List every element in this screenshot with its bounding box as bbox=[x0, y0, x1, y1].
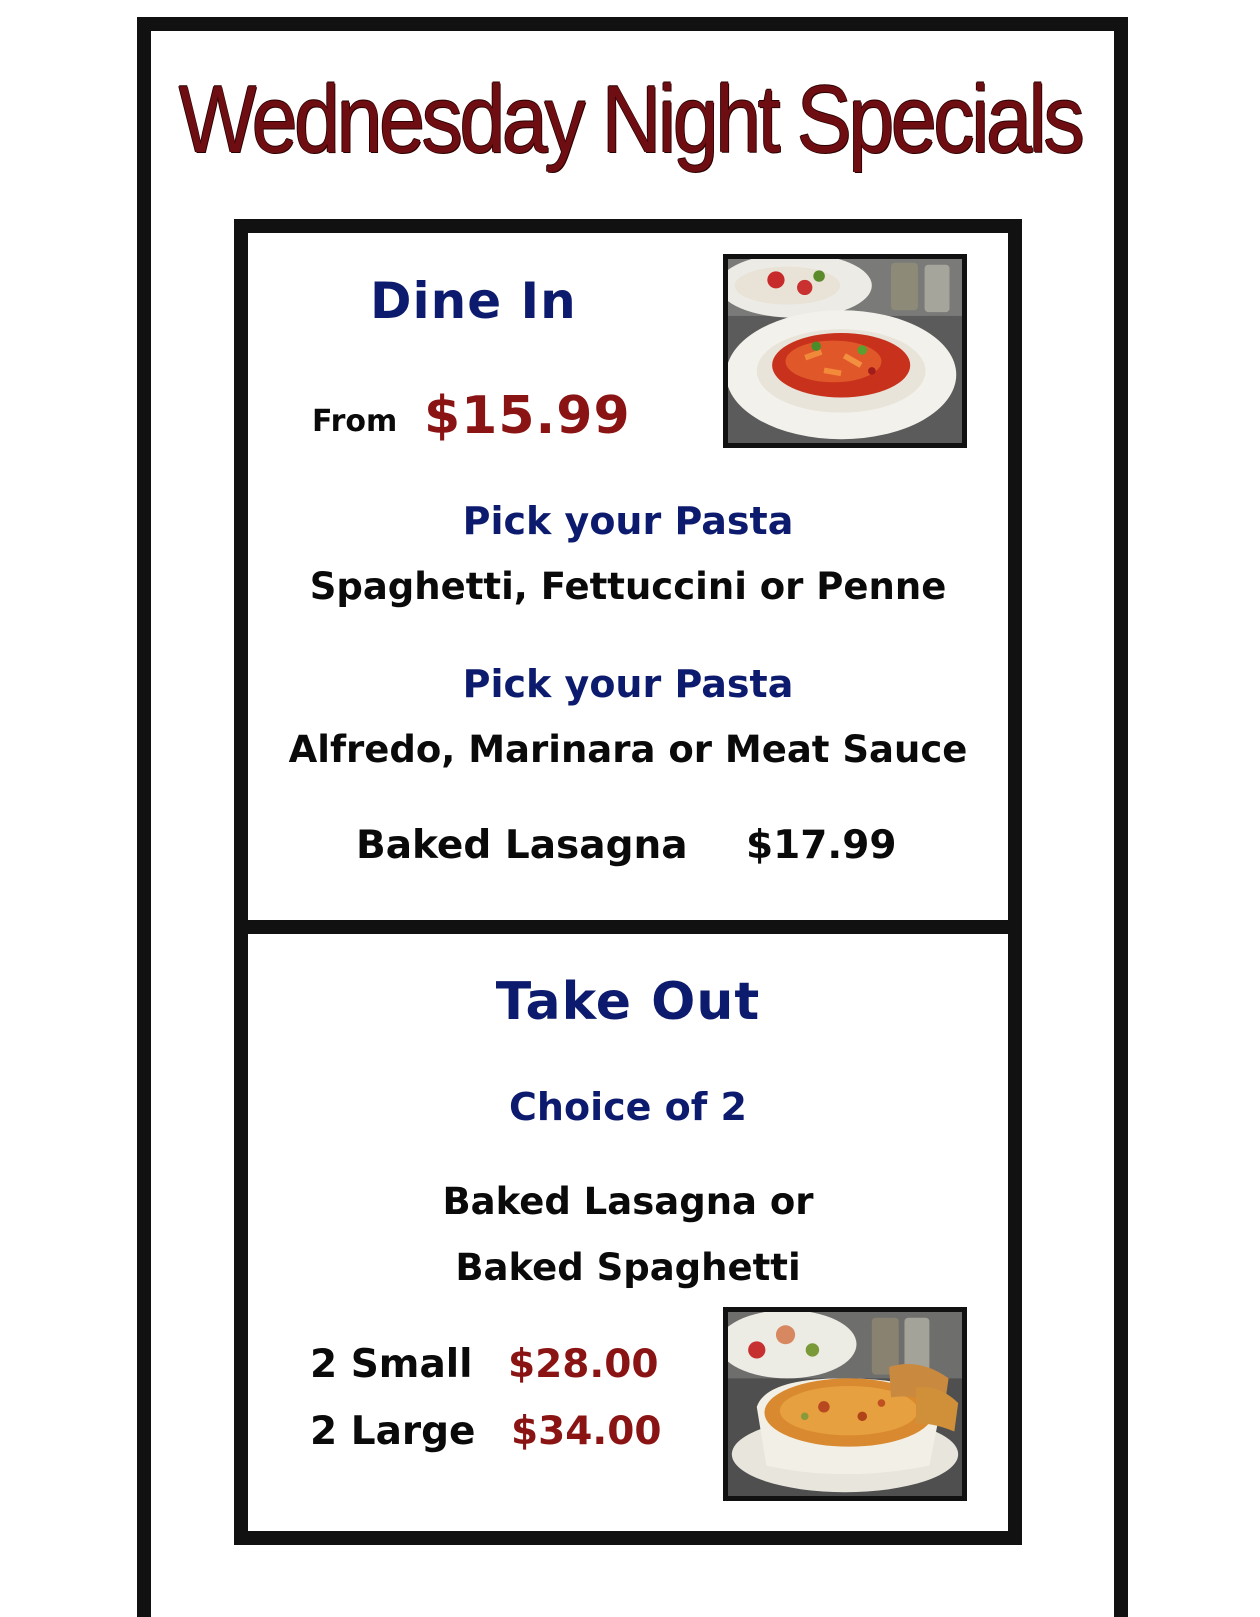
lasagna-dish-photo bbox=[723, 1307, 967, 1501]
pasta-options: Spaghetti, Fettuccini or Penne bbox=[309, 565, 947, 608]
large-size-price: $34.00 bbox=[511, 1409, 662, 1454]
sauce-heading: Pick your Pasta bbox=[462, 662, 794, 706]
pasta-heading: Pick your Pasta bbox=[462, 499, 794, 543]
small-size-price: $28.00 bbox=[508, 1342, 659, 1387]
take-out-heading: Take Out bbox=[495, 972, 761, 1032]
pasta-dish-photo bbox=[723, 254, 967, 448]
large-size-label: 2 Large bbox=[310, 1409, 476, 1454]
dine-in-heading: Dine In bbox=[370, 272, 577, 330]
choice-heading: Choice of 2 bbox=[509, 1085, 747, 1129]
take-out-option-2: Baked Spaghetti bbox=[455, 1246, 801, 1289]
dine-in-price: $15.99 bbox=[424, 386, 631, 446]
section-divider bbox=[234, 920, 1022, 934]
lasagna-image bbox=[728, 1312, 962, 1496]
small-size-label: 2 Small bbox=[310, 1342, 473, 1387]
sauce-options: Alfredo, Marinara or Meat Sauce bbox=[288, 728, 968, 771]
take-out-option-1: Baked Lasagna or bbox=[442, 1180, 814, 1223]
lasagna-price: $17.99 bbox=[746, 823, 897, 868]
lasagna-label: Baked Lasagna bbox=[356, 823, 688, 868]
page-title: Wednesday Night Specials bbox=[178, 66, 1082, 173]
from-label: From bbox=[312, 404, 398, 439]
pasta-image bbox=[728, 259, 962, 443]
